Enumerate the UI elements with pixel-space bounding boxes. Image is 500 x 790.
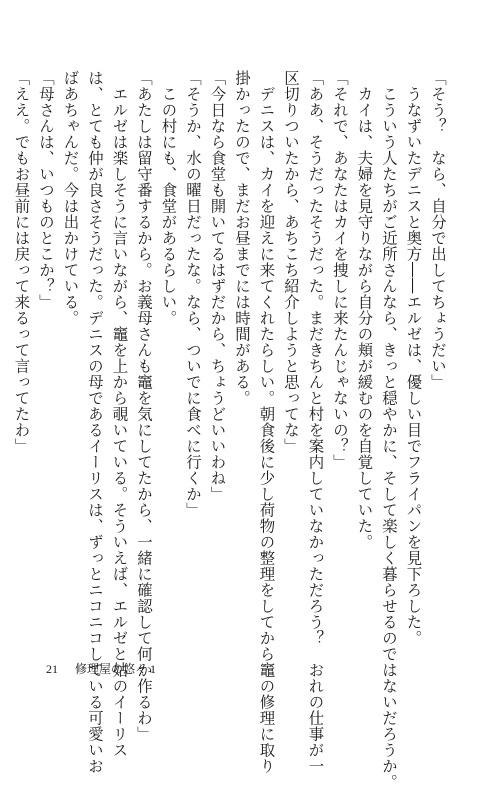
- text-line: カイは、夫婦を見守りながら自分の頬が緩むのを自覚していた。: [355, 70, 374, 550]
- text-line: 「それで、あなたはカイを捜しに来たんじゃないの？」: [331, 70, 349, 470]
- text-line: 掛かったので、まだお昼までには時間がある。: [233, 70, 251, 406]
- page-footer: [46, 660, 156, 677]
- text-line: は、とても仲が良さそうだった。デニスの母であるイーリスは、ずっとニコニコしている可愛いお: [86, 70, 104, 774]
- text-line: 区切りついたから、あちこち紹介しようと思ってな」: [282, 70, 300, 454]
- text-line: 「そう？ なら、自分で出してちょうだい」: [429, 70, 447, 390]
- text-line: 「そうか、水の曜日だったな。なら、ついでに食べに行くか」: [184, 70, 202, 518]
- text-line: デニスは、カイを迎えに来てくれたらしい。朝食後に少し荷物の整理をしてから竈の修理に取り: [257, 70, 276, 774]
- text-line: 「ええ。でもお昼前には戻って来るって言ってたわ」: [12, 70, 31, 454]
- text-line: 「母さんは、いつものとこか？」: [37, 70, 55, 310]
- text-line: 「ああ、そうだったそうだった。まだきちんと村を案内していなかっただろう？ おれの仕事が一: [306, 70, 325, 774]
- text-line: ばあちゃんだ。今は出かけている。: [61, 70, 80, 326]
- text-line: この村にも、食堂があるらしい。: [159, 70, 178, 326]
- page-number: 21: [46, 662, 58, 676]
- text-line: うなずいたデニスと奥方――エルゼは、優しい目でフライパンを見下ろした。: [404, 70, 423, 646]
- text-line: エルゼは楽しそうに言いながら、竈を上から覗いている。そういえば、エルゼと姑のイーリス: [110, 70, 129, 758]
- running-title: 修理屋の悠々 1: [75, 662, 157, 676]
- text-line: 「今日なら食堂も開いてるはずだから、ちょうどいいわね」: [208, 70, 227, 502]
- text-line: 「あたしは留守番するから。お義母さんも竈を気にしてたから、一緒に確認して何か作るわ」: [135, 70, 153, 742]
- text-line: こういう人たちがご近所さんなら、きっと穏やかに、そして楽しく暮らせるのではないだろうか。: [380, 70, 398, 790]
